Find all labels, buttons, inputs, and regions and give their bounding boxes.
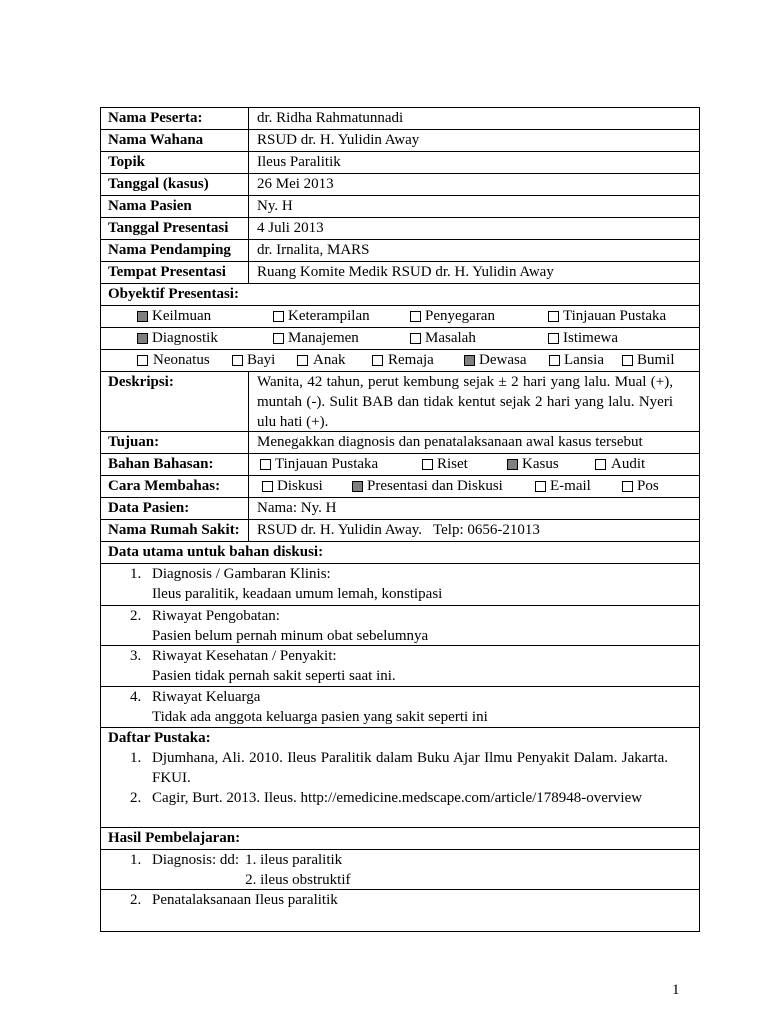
reference-item (101, 748, 699, 788)
field-value: dr. Ridha Rahmatunnadi (257, 110, 404, 126)
item-title: Riwayat Kesehatan / Penyakit: (152, 648, 337, 664)
checkbox-icon (273, 333, 284, 344)
item-number: 2. (130, 892, 142, 908)
field-label: Topik (101, 152, 249, 173)
field-row-cara-membahas (101, 476, 699, 498)
field-value: 26 Mei 2013 (257, 176, 334, 192)
references-heading: Daftar Pustaka: (108, 730, 211, 746)
item-text: Penatalaksanaan Ileus paralitik (152, 892, 338, 908)
field-row-topik (101, 152, 699, 174)
reference-text: Djumhana, Ali. 2010. Ileus Paralitik dalam Buku Ajar Ilmu Penyakit Dalam. Jakarta. FKUI. (152, 750, 668, 786)
item-title: Diagnosis / Gambaran Klinis: (152, 566, 331, 582)
field-label: Deskripsi: (101, 372, 249, 431)
field-options (249, 454, 699, 475)
option-label: Kasus (522, 456, 559, 472)
checkbox-icon (410, 311, 421, 322)
option-label: Diskusi (277, 478, 323, 494)
item-detail: Pasien tidak pernah sakit seperti saat ini. (152, 668, 396, 684)
discussion-item (101, 606, 699, 646)
field-row-bahan-bahasan (101, 454, 699, 476)
option-label: Tinjauan Pustaka (275, 456, 379, 472)
objective-options-row (101, 328, 699, 350)
option-e-mail (535, 476, 591, 497)
checkbox-icon (137, 333, 148, 344)
item-number: 2. (130, 790, 142, 806)
checkbox-icon (372, 355, 383, 366)
field-label: Data Pasien: (101, 498, 249, 519)
field-label: Tanggal Presentasi (101, 218, 249, 239)
option-penyegaran (410, 306, 495, 327)
option-anak (297, 350, 346, 371)
option-keterampilan (273, 306, 370, 327)
field-value: Ny. H (257, 198, 293, 214)
option-label: Bayi (247, 352, 276, 368)
option-manajemen (273, 328, 359, 349)
option-pos (622, 476, 659, 497)
option-bayi (232, 350, 275, 371)
field-value: RSUD dr. H. Yulidin Away. Telp: 0656-21013 (257, 522, 540, 538)
field-label: Nama Pasien (101, 196, 249, 217)
field-value: 4 Juli 2013 (257, 220, 324, 236)
option-label: Anak (313, 352, 346, 368)
option-label: Istimewa (563, 330, 618, 346)
item-number: 3. (130, 648, 142, 664)
checkbox-icon (548, 311, 559, 322)
option-label: Presentasi dan Diskusi (367, 478, 503, 494)
option-label: Keilmuan (152, 308, 212, 324)
field-options (249, 476, 699, 497)
option-label: Masalah (425, 330, 476, 346)
objective-options-row (101, 350, 699, 372)
field-value (249, 372, 699, 431)
field-label: Cara Membahas: (101, 476, 249, 497)
field-row-deskripsi (101, 372, 699, 432)
field-label: Nama Pendamping (101, 240, 249, 261)
field-row-nama-wahana (101, 130, 699, 152)
field-label: Nama Wahana (101, 130, 249, 151)
item-number: 4. (130, 689, 142, 705)
field-row-tanggal-presentasi (101, 218, 699, 240)
option-istimewa (548, 328, 618, 349)
option-label: Remaja (388, 352, 434, 368)
objective-options-row (101, 306, 699, 328)
option-masalah (410, 328, 476, 349)
discussion-item (101, 687, 699, 728)
diagnosis-block (152, 850, 699, 890)
checkbox-icon (595, 459, 606, 470)
item-title: Riwayat Keluarga (152, 689, 261, 705)
learning-outcomes-heading: Hasil Pembelajaran: (101, 828, 699, 850)
checkbox-icon (297, 355, 308, 366)
option-audit (595, 454, 645, 475)
item-number: 1. (130, 750, 142, 766)
field-value: Ruang Komite Medik RSUD dr. H. Yulidin Away (257, 264, 554, 280)
checkbox-icon (273, 311, 284, 322)
item-detail: Pasien belum pernah minum obat sebelumnya (152, 628, 429, 644)
field-label: Tanggal (kasus) (101, 174, 249, 195)
field-value: RSUD dr. H. Yulidin Away (257, 132, 420, 148)
references-section (101, 728, 699, 828)
option-label: Neonatus (153, 352, 210, 368)
option-bumil (622, 350, 675, 371)
field-row-tanggal-kasus (101, 174, 699, 196)
field-label: Nama Peserta: (101, 108, 249, 129)
field-value: Menegakkan diagnosis dan penatalaksanaan awal kasus tersebut (257, 434, 643, 450)
checkbox-icon (622, 355, 633, 366)
checkbox-icon (464, 355, 475, 366)
field-row-data-pasien (101, 498, 699, 520)
item-detail: Ileus paralitik, keadaan umum lemah, konstipasi (152, 586, 443, 602)
checkbox-icon (260, 459, 271, 470)
discussion-item (101, 646, 699, 687)
checkbox-icon (507, 459, 518, 470)
option-neonatus (137, 350, 210, 371)
checkbox-icon (410, 333, 421, 344)
option-diagnostik (137, 328, 218, 349)
field-value: dr. Irnalita, MARS (257, 242, 370, 258)
option-diskusi (262, 476, 323, 497)
checkbox-icon (262, 481, 273, 492)
field-label: Tempat Presentasi (101, 262, 249, 283)
checkbox-icon (422, 459, 433, 470)
differential-list (245, 850, 350, 890)
option-tinjauan-pustaka (260, 454, 378, 475)
item-title: Riwayat Pengobatan: (152, 608, 280, 624)
option-tinjauan-pustaka (548, 306, 666, 327)
checkbox-icon (137, 355, 148, 366)
option-label: Riset (437, 456, 468, 472)
field-label: Bahan Bahasan: (101, 454, 249, 475)
field-row-nama-peserta (101, 108, 699, 130)
option-label: Keterampilan (288, 308, 370, 324)
reference-text: Cagir, Burt. 2013. Ileus. http://emedicine.medscape.com/article/178948-overview (152, 790, 643, 806)
field-row-nama-rumah-sakit (101, 520, 699, 542)
learning-outcome-item (101, 850, 699, 890)
item-number: 2. (130, 608, 142, 624)
item-detail: Tidak ada anggota keluarga pasien yang sakit seperti ini (152, 709, 488, 725)
page-number: 1 (672, 982, 680, 998)
field-label: Tujuan: (101, 432, 249, 453)
option-label: Penyegaran (425, 308, 495, 324)
option-label: Bumil (637, 352, 675, 368)
option-label: Pos (637, 478, 659, 494)
portfolio-form-table (100, 107, 700, 932)
description-text: Wanita, 42 tahun, perut kembung sejak ± 2 hari yang lalu. Mual (+), muntah (-). Sulit BAB dan tidak kentut sejak 2 hari yang lalu. Nyeri ulu hati (+). (257, 374, 673, 430)
discussion-heading: Data utama untuk bahan diskusi: (101, 542, 699, 564)
option-label: E-mail (550, 478, 591, 494)
checkbox-icon (137, 311, 148, 322)
item-number: 1. (130, 852, 142, 868)
option-dewasa (464, 350, 526, 371)
differential-item: 1. ileus paralitik (245, 852, 343, 868)
item-number: 1. (130, 566, 142, 582)
checkbox-icon (232, 355, 243, 366)
option-label: Dewasa (479, 352, 527, 368)
field-label: Nama Rumah Sakit: (101, 520, 249, 541)
option-label: Diagnostik (152, 330, 218, 346)
checkbox-icon (352, 481, 363, 492)
checkbox-icon (622, 481, 633, 492)
reference-item (101, 788, 699, 808)
field-value: Nama: Ny. H (257, 500, 337, 516)
item-text: Diagnosis: dd: (152, 852, 240, 868)
differential-item: 2. ileus obstruktif (245, 872, 351, 888)
field-row-nama-pasien (101, 196, 699, 218)
option-presentasi-dan-diskusi (352, 476, 503, 497)
field-value: Ileus Paralitik (257, 154, 341, 170)
field-row-nama-pendamping (101, 240, 699, 262)
option-lansia (549, 350, 604, 371)
field-row-tempat-presentasi (101, 262, 699, 284)
discussion-item (101, 564, 699, 606)
option-label: Tinjauan Pustaka (563, 308, 667, 324)
checkbox-icon (548, 333, 559, 344)
option-kasus (507, 454, 559, 475)
checkbox-icon (535, 481, 546, 492)
learning-outcome-item (101, 890, 699, 932)
objective-heading: Obyektif Presentasi: (101, 284, 699, 306)
option-riset (422, 454, 468, 475)
option-label: Audit (611, 456, 646, 472)
option-label: Lansia (564, 352, 604, 368)
option-label: Manajemen (288, 330, 359, 346)
option-keilmuan (137, 306, 211, 327)
field-row-tujuan (101, 432, 699, 454)
checkbox-icon (549, 355, 560, 366)
option-remaja (372, 350, 434, 371)
